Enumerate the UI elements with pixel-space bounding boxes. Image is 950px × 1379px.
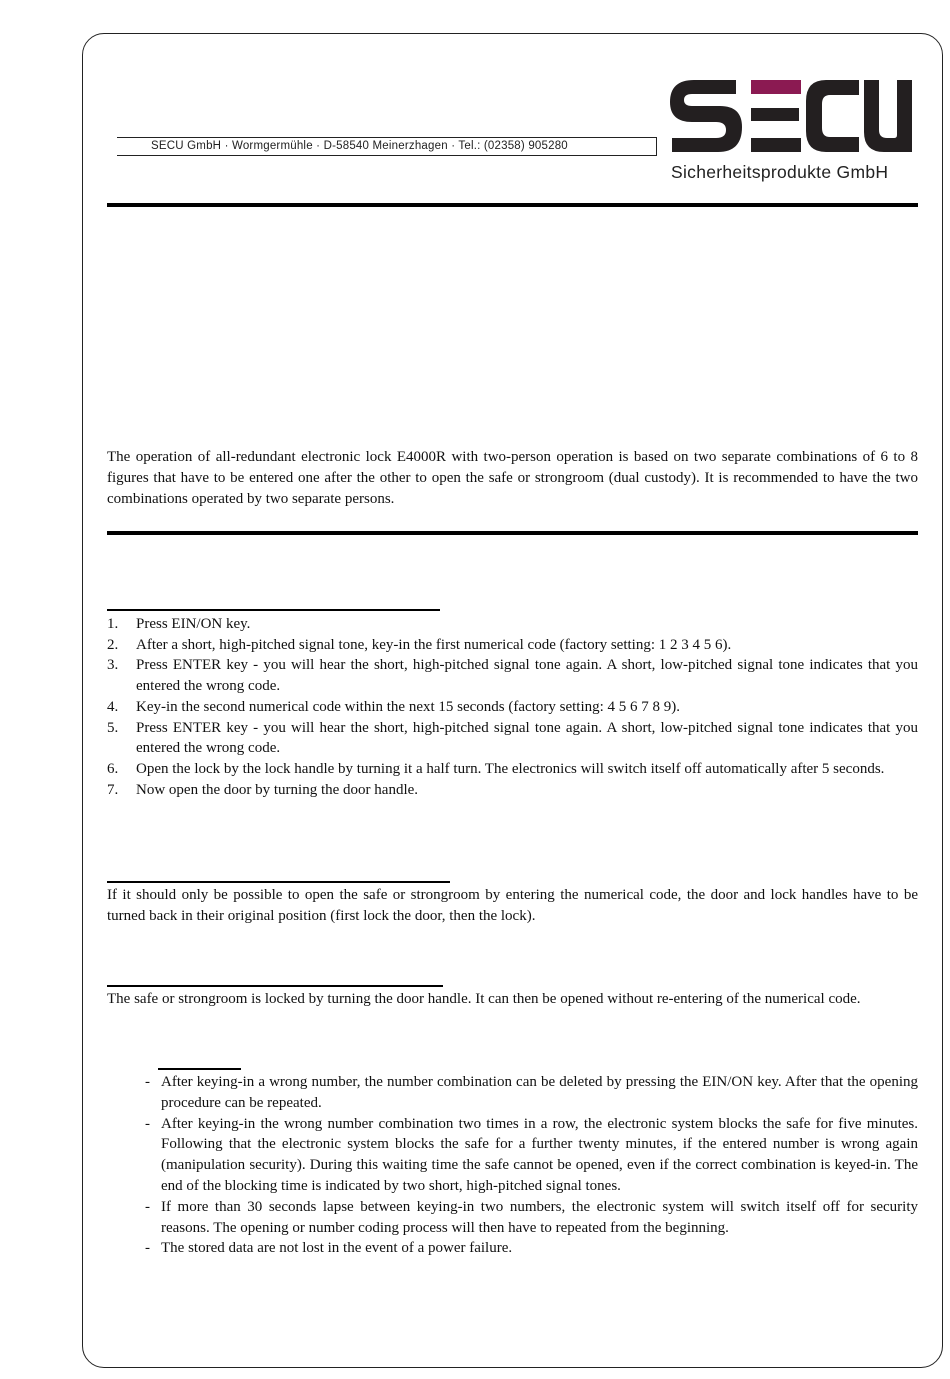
step-number: 6.	[107, 760, 119, 777]
closing-handle-heading-rule	[107, 985, 443, 987]
note-dash: -	[145, 1240, 150, 1257]
notes-list	[145, 1072, 918, 1259]
note-text: If more than 30 seconds lapse between keying-in two numbers, the electronic system will switch itself off for security reasons. The opening or number coding process will then have to repeated from the beginning.	[161, 1198, 918, 1236]
opening-steps-list	[107, 614, 918, 800]
note-dash: -	[145, 1074, 150, 1090]
logo-letter-e-mid	[751, 108, 799, 121]
list-item	[107, 697, 918, 718]
logo-letter-c	[806, 80, 859, 152]
step-number: 2.	[107, 636, 119, 653]
list-item	[107, 780, 918, 801]
step-text: Now open the door by turning the door handle.	[136, 781, 419, 798]
note-dash: -	[145, 1198, 150, 1215]
step-number: 3.	[107, 657, 119, 674]
logo-letter-u	[864, 80, 912, 152]
closing-code-paragraph: If it should only be possible to open the safe or strongroom by entering the numerical code, the door and lock handles have to be turned back in their original position (first lock the door, then the lock).	[107, 887, 918, 924]
step-text: After a short, high-pitched signal tone, key-in the first numerical code (factory setting: 1 2 3 4 5 6).	[136, 636, 732, 653]
closing-handle-paragraph: The safe or strongroom is locked by turning the door handle. It can then be opened without re-entering of the numerical code.	[107, 991, 861, 1007]
list-item	[145, 1197, 918, 1239]
step-number: 7.	[107, 781, 119, 798]
note-text: The stored data are not lost in the event of a power failure.	[161, 1240, 513, 1257]
closing-code-heading-rule	[107, 881, 450, 883]
list-item	[145, 1238, 918, 1259]
step-text: Key-in the second numerical code within the next 15 seconds (factory setting: 4 5 6 7 8 9).	[136, 698, 681, 715]
logo-letter-e-bottom	[751, 138, 801, 152]
step-text: Open the lock by the lock handle by turning it a half turn. The electronics will switch itself off automatically after 5 seconds.	[136, 760, 885, 777]
opening-heading-rule	[107, 609, 440, 611]
note-dash: -	[145, 1115, 150, 1132]
list-item	[107, 718, 918, 759]
list-item	[107, 614, 918, 635]
section-divider	[107, 531, 918, 535]
note-text: After keying-in a wrong number, the number combination can be deleted by pressing the EIN/ON key. After that the opening procedure can be repeated.	[161, 1074, 918, 1111]
note-text: After keying-in the wrong number combination two times in a row, the electronic system blocks the safe for five minutes. Following that the electronic system blocks the safe for a further twenty minutes, if the entered number is wrong again (manipulation security). During this waiting time the safe cannot be opened, even if the correct combination is keyed-in. The end of the blocking time is indicated by two short, high-pitched signal tones.	[161, 1115, 918, 1194]
header-divider	[107, 203, 918, 207]
step-number: 5.	[107, 719, 119, 736]
list-item	[145, 1114, 918, 1197]
list-item	[107, 635, 918, 656]
step-text: Press EIN/ON key.	[136, 616, 251, 632]
logo-accent-bar	[751, 80, 801, 94]
list-item	[107, 759, 918, 780]
notes-heading-rule	[158, 1068, 241, 1070]
logo-letter-s	[670, 80, 742, 152]
step-number: 1.	[107, 616, 119, 632]
logo-subtitle: Sicherheitsprodukte GmbH	[671, 162, 889, 182]
secu-logo-mark	[670, 76, 915, 156]
list-item	[145, 1072, 918, 1114]
step-number: 4.	[107, 698, 119, 715]
step-text: Press ENTER key - you will hear the short, high-pitched signal tone again. A short, low-pitched signal tone indicates that you entered the wrong code.	[136, 719, 918, 757]
step-text: Press ENTER key - you will hear the short, high-pitched signal tone again. A short, low-pitched signal tone indicates that you entered the wrong code.	[136, 657, 918, 695]
company-address-line: SECU GmbH · Wormgermühle · D-58540 Meinerzhagen · Tel.: (02358) 905280	[117, 137, 657, 156]
list-item	[107, 655, 918, 696]
intro-paragraph: The operation of all-redundant electronic lock E4000R with two-person operation is based on two separate combinations of 6 to 8 figures that have to be entered one after the other to open the safe or strongroom (dual custody). It is recommended to have the two combinations operated by two separate persons.	[107, 449, 918, 507]
